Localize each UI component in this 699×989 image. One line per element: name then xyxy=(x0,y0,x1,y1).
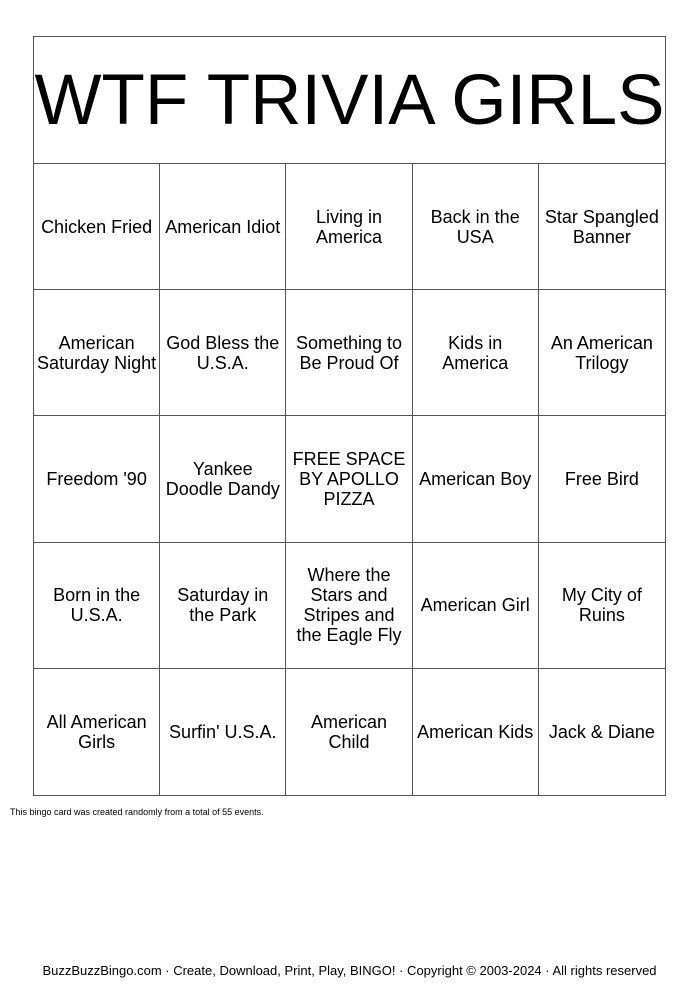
card-title: WTF TRIVIA GIRLS xyxy=(34,37,665,164)
bingo-cell: God Bless the U.S.A. xyxy=(160,290,286,416)
bingo-cell: American Girl xyxy=(413,543,539,669)
footer-copyright: BuzzBuzzBingo.com · Create, Download, Print, Play, BINGO! · Copyright © 2003-2024 · All rights reserved xyxy=(42,963,657,978)
bingo-cell: My City of Ruins xyxy=(539,543,665,669)
bingo-cell: American Boy xyxy=(413,416,539,542)
bingo-cell: Something to Be Proud Of xyxy=(286,290,412,416)
bingo-cell: Born in the U.S.A. xyxy=(34,543,160,669)
bingo-cell: Chicken Fried xyxy=(34,164,160,290)
bingo-cell: Star Spangled Banner xyxy=(539,164,665,290)
bingo-cell: Kids in America xyxy=(413,290,539,416)
bingo-cell: American Idiot xyxy=(160,164,286,290)
bingo-cell: Where the Stars and Stripes and the Eagle Fly xyxy=(286,543,412,669)
bingo-cell: Freedom '90 xyxy=(34,416,160,542)
bingo-cell: All American Girls xyxy=(34,669,160,795)
bingo-cell: Saturday in the Park xyxy=(160,543,286,669)
bingo-cell: Free Bird xyxy=(539,416,665,542)
free-space-cell: FREE SPACE BY APOLLO PIZZA xyxy=(286,416,412,542)
bingo-grid xyxy=(34,164,665,795)
bingo-cell: Jack & Diane xyxy=(548,721,655,742)
bingo-cell: Yankee Doodle Dandy xyxy=(160,416,286,542)
bingo-cell: Back in the USA xyxy=(413,164,539,290)
bingo-cell: American Saturday Night xyxy=(34,290,160,416)
bingo-cell: An American Trilogy xyxy=(539,290,665,416)
generation-note: This bingo card was created randomly from a total of 55 events. xyxy=(10,807,264,817)
bingo-card xyxy=(33,36,666,796)
bingo-cell: Living in America xyxy=(286,164,412,290)
bingo-cell: American Child xyxy=(286,669,412,795)
bingo-cell: Surfin' U.S.A. xyxy=(160,669,286,795)
bingo-cell: American Kids xyxy=(413,669,539,795)
